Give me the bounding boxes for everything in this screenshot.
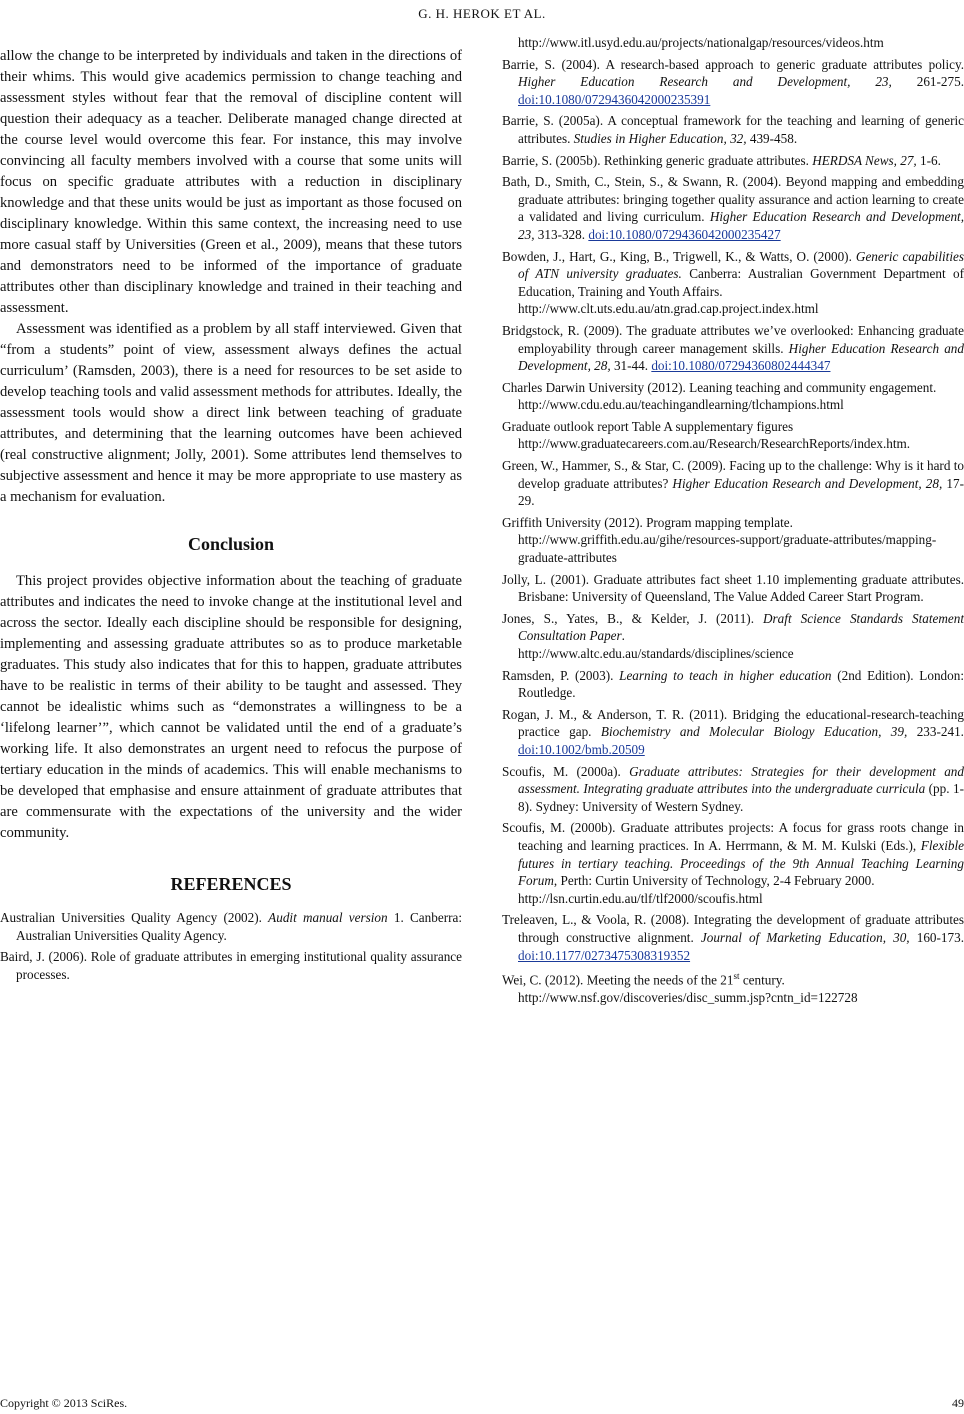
body-paragraph: allow the change to be interpreted by individuals and taken in the directions of their whims. This would give academics permission to change teaching and assessment styles without fear that the removal of discipline content will question their adequacy as a teacher. Deliberate managed change directed at the course level would overcome this fear. For instance, this may involve convincing all faculty members involved with a course that some units will focus on specific graduate attributes with a reduction in disciplinary knowledge and that these units would be just as important as those focused on disciplinary knowledge. Within this same context, the increasing need to use more casual staff by Universities (Green et al., 2009), means that these tutors and demonstrators need to be informed of the importance of graduate attributes other than disciplinary knowledge and trained in their teaching and assessment.: [0, 48, 462, 316]
running-head: G. H. HEROK ET AL.: [418, 6, 546, 21]
copyright-footer: Copyright © 2013 SciRes.: [0, 1396, 128, 1410]
reference-item: Scoufis, M. (2000b). Graduate attributes projects: A focus for grass roots change in teaching and learning practices. In A. Herrmann, & M. M. Kulski (Eds.), Flexible futures in tertiary teaching. Proceedings of the 9th Annual Teaching Learning Forum, Perth: Curtin University of Technology, 2-4 February 2000. http://lsn.curtin.edu.au/tlf/tlf2000/scoufis.html: [502, 820, 964, 906]
doi-link[interactable]: doi:10.1080/07294360802444347: [651, 358, 831, 374]
body-paragraph: Assessment was identified as a problem by all staff interviewed. Given that “from a students” point of view, assessment always defines the actual curriculum’ (Ramsden, 2003), there is a need for resources to be set aside to develop teaching tools and valid assessment methods for attributes. Ideally, the assessment tools would show a direct link between teaching of graduate attributes, and determining that the learning outcomes have been achieved (real constructive alignment; Jolly, 2001). Some attributes lend themselves to subjective assessment and hence it may be more appropriate to use mastery as a mechanism for evaluation.: [0, 321, 462, 505]
reference-item: Baird, J. (2006). Role of graduate attributes in emerging institutional quality assurance processes.: [0, 949, 462, 982]
reference-item: Australian Universities Quality Agency (2002). Audit manual version 1. Canberra: Australian Universities Quality Agency.: [0, 910, 462, 943]
reference-item: Treleaven, L., & Voola, R. (2008). Integrating the development of graduate attributes through constructive alignment. Journal of Marketing Education, 30, 160-173. doi:10.1177/0273475308319352: [502, 912, 964, 963]
doi-link[interactable]: doi:10.1002/bmb.20509: [518, 741, 645, 757]
reference-item: Barrie, S. (2005a). A conceptual framework for the teaching and learning of generic attributes. Studies in Higher Education, 32, 439-458.: [502, 113, 964, 146]
reference-url[interactable]: http://www.itl.usyd.edu.au/projects/nationalgap/resources/videos.htm: [518, 35, 884, 50]
reference-item: Bridgstock, R. (2009). The graduate attributes we’ve overlooked: Enhancing graduate employability through career management skills. Higher Education Research and Development, 28, 31-44. doi:10.1080/07294360802444347: [502, 322, 964, 374]
reference-url[interactable]: http://www.altc.edu.au/standards/disciplines/science: [518, 646, 794, 661]
doi-link[interactable]: doi:10.1080/0729436042000235427: [588, 226, 781, 242]
reference-item: Jones, S., Yates, B., & Kelder, J. (2011). Draft Science Standards Statement Consultation Paper. http://www.altc.edu.au/standards/disciplines/science: [502, 610, 964, 661]
reference-item: Griffith University (2012). Program mapping template. http://www.griffith.edu.au/gihe/resources-support/graduate-attributes/mapping-graduate-attributes: [502, 514, 964, 567]
reference-url[interactable]: http://www.griffith.edu.au/gihe/resources-support/graduate-attributes/mapping-graduate-attributes: [518, 532, 937, 566]
reference-url[interactable]: http://lsn.curtin.edu.au/tlf/tlf2000/scoufis.html: [518, 890, 763, 906]
reference-url[interactable]: http://www.cdu.edu.au/teachingandlearning/tlchampions.html: [518, 397, 844, 413]
reference-item: Bowden, J., Hart, G., King, B., Trigwell, K., & Watts, O. (2000). Generic capabilities of ATN university graduates. Canberra: Australian Government Department of Education, Training and Youth Affairs. http://www.clt.uts.edu.au/atn.grad.cap.project.index.html: [502, 248, 964, 317]
reference-item: Bath, D., Smith, C., Stein, S., & Swann, R. (2004). Beyond mapping and embedding graduate attributes: bringing together quality assurance and action learning to create a validated and living curriculum. Higher Education Research and Development, 23, 313-328. doi:10.1080/0729436042000235427: [502, 174, 964, 242]
reference-url[interactable]: http://www.clt.uts.edu.au/atn.grad.cap.project.index.html: [518, 301, 819, 317]
reference-item: Green, W., Hammer, S., & Star, C. (2009). Facing up to the challenge: Why is it hard to develop graduate attributes? Higher Education Research and Development, 28, 17-29.: [502, 458, 964, 509]
references-heading: REFERENCES: [170, 874, 292, 894]
section-heading: Conclusion: [187, 534, 275, 554]
reference-item: Graduate outlook report Table A supplementary figures http://www.graduatecareers.com.au/Research/ResearchReports/index.htm.: [502, 418, 964, 453]
right-column: [502, 34, 964, 1011]
reference-item: Rogan, J. M., & Anderson, T. R. (2011). Bridging the educational-research-teaching practice gap. Biochemistry and Molecular Biology Education, 39, 233-241. doi:10.1002/bmb.20509: [502, 706, 964, 757]
body-paragraph: This project provides objective information about the teaching of graduate attributes and indicates the need to invoke change at the institutional level and across the sector. Ideally each discipline should be responsible for designing, implementing and assessing graduate attributes so as to produce marketable graduates. This study also indicates that for this to happen, graduate attributes have to be realistic in terms of their ability to be taught and assessed. They cannot be idealistic whims such as “demonstrates a willingness to be a ‘lifelong learner’”, which cannot be validated until the end of a graduate’s working life. It also demonstrates an urgent need to refocus the purpose of tertiary education in the minds of academics. This will enable mechanisms to be developed that emphasise and ensure attainment of graduate attributes that are commensurate with the expectations of the university and the wider community.: [0, 573, 462, 841]
reference-item: Ramsden, P. (2003). Learning to teach in higher education (2nd Edition). London: Routledge.: [502, 667, 964, 701]
reference-item: Jolly, L. (2001). Graduate attributes fact sheet 1.10 implementing graduate attributes. Brisbane: University of Queensland, The Value Added Career Start Program.: [502, 571, 964, 605]
doi-link[interactable]: doi:10.1080/0729436042000235391: [518, 91, 711, 107]
reference-item: Charles Darwin University (2012). Leaning teaching and community engagement. http://www.cdu.edu.au/teachingandlearning/tlchampions.html: [502, 379, 964, 414]
reference-url[interactable]: http://www.graduatecareers.com.au/Research/ResearchReports/index.htm.: [518, 436, 911, 452]
left-column: [0, 46, 462, 987]
reference-item: Scoufis, M. (2000a). Graduate attributes: Strategies for their development and assessment. Integrating graduate attributes into the undergraduate curricula (pp. 1-8). Sydney: University of Western Sydney.: [502, 763, 964, 814]
page-number: 49: [952, 1396, 964, 1410]
reference-url[interactable]: http://www.nsf.gov/discoveries/disc_summ.jsp?cntn_id=122728: [518, 990, 858, 1006]
reference-item: Barrie, S. (2004). A research-based approach to generic graduate attributes policy. Higher Education Research and Development, 23, 261-275. doi:10.1080/0729436042000235391: [502, 56, 964, 107]
reference-item: Barrie, S. (2005b). Rethinking generic graduate attributes. HERDSA News, 27, 1-6.: [502, 152, 941, 168]
doi-link[interactable]: doi:10.1177/0273475308319352: [518, 947, 691, 963]
reference-item: Wei, C. (2012). Meeting the needs of the 21st century. http://www.nsf.gov/discoveries/disc_summ.jsp?cntn_id=122728: [502, 968, 964, 1007]
